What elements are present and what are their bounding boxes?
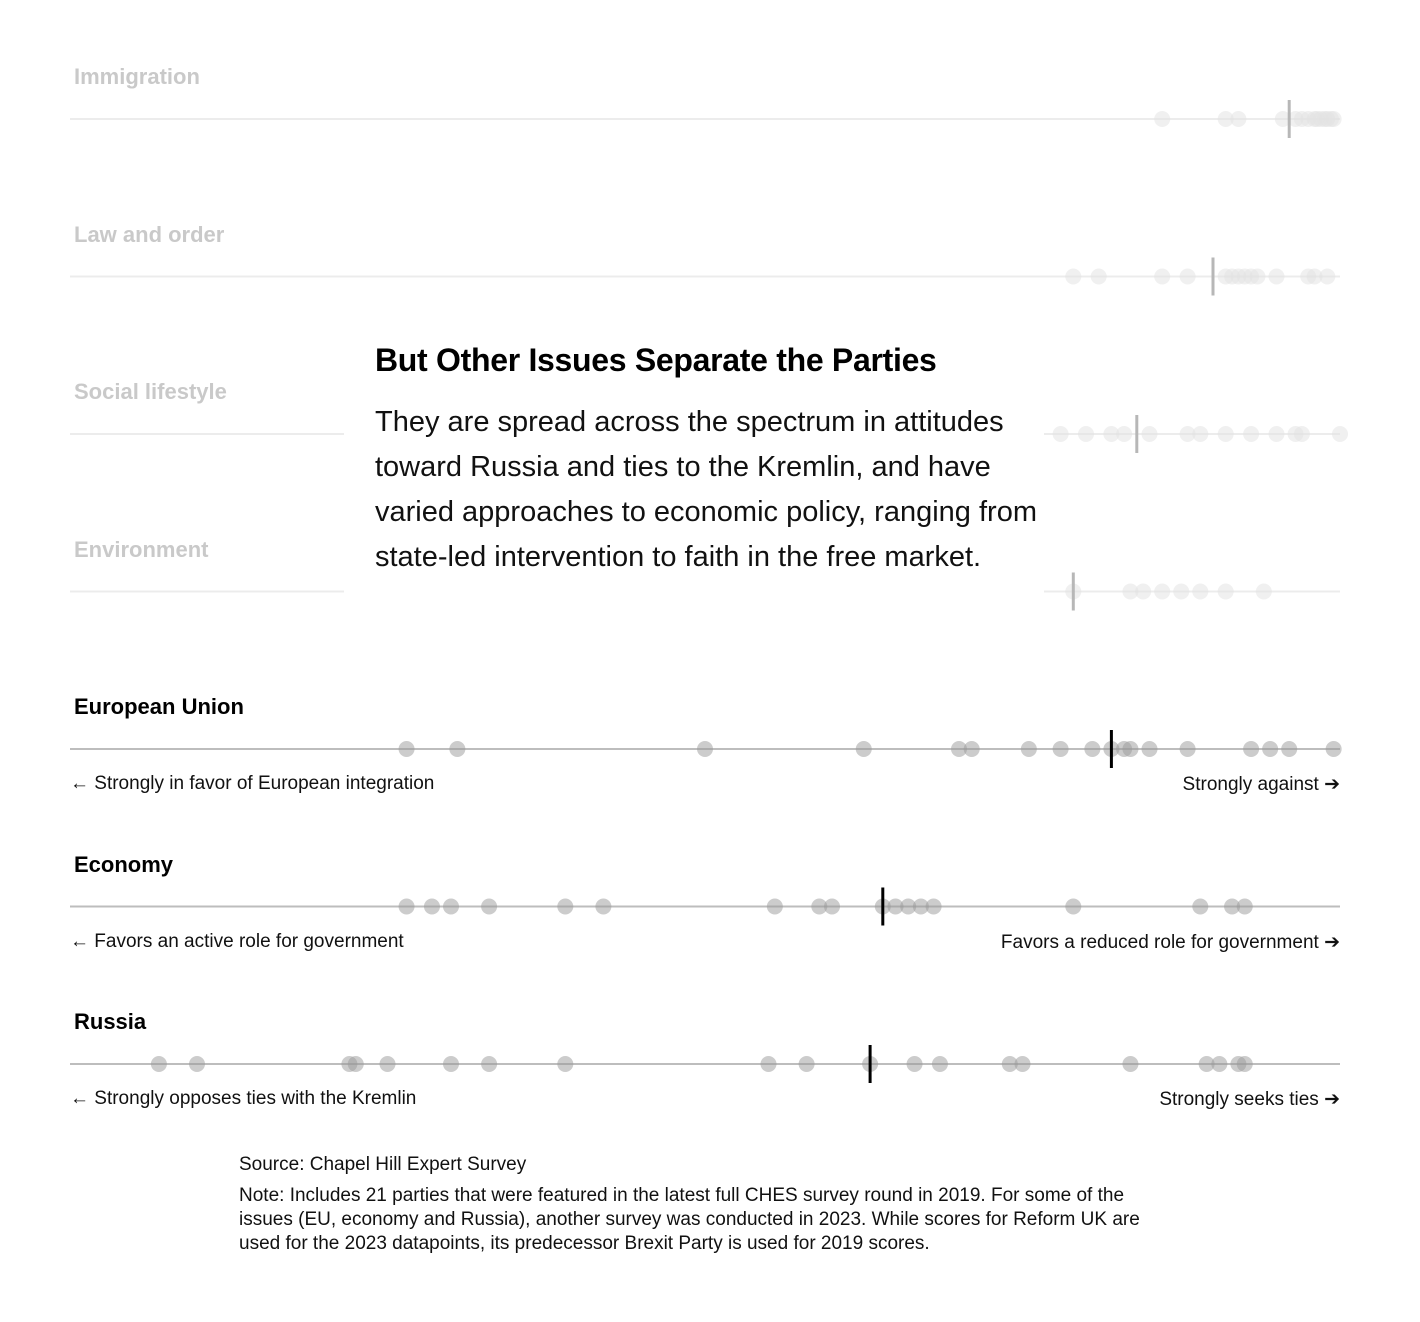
party-dot	[1154, 584, 1170, 600]
row-law_and_order	[70, 258, 1340, 296]
party-dot	[1053, 741, 1069, 757]
party-dot	[1015, 1056, 1031, 1072]
party-dot	[1237, 899, 1253, 915]
party-dot	[1122, 1056, 1138, 1072]
right-end-label-russia: Strongly seeks ties ➔	[1159, 1089, 1340, 1110]
party-dot	[1180, 269, 1196, 285]
party-dot	[1326, 111, 1342, 127]
party-dot	[1065, 269, 1081, 285]
party-dot	[1142, 426, 1158, 442]
party-dot	[1269, 426, 1285, 442]
party-dot	[1281, 741, 1297, 757]
party-dot	[1142, 741, 1158, 757]
row-russia	[70, 1045, 1340, 1083]
party-dot	[1154, 111, 1170, 127]
party-dot	[1218, 426, 1234, 442]
footnote: Note: Includes 21 parties that were featured in the latest full CHES survey round in 2019. For some of the issues (EU, economy and Russia), another survey was conducted in 2023. While scores for Reform UK are used for the 2023 datapoints, its predecessor Brexit Party is used for 2019 scores.	[239, 1185, 1140, 1254]
party-dot	[761, 1056, 777, 1072]
row-label-immigration: Immigration	[74, 64, 200, 89]
headline: But Other Issues Separate the Parties	[375, 342, 937, 378]
party-dot	[1294, 426, 1310, 442]
row-label-environment: Environment	[74, 536, 209, 562]
party-dot	[964, 741, 980, 757]
party-dot	[1249, 269, 1265, 285]
party-dot	[189, 1056, 205, 1072]
party-dot	[1173, 584, 1189, 600]
left-end-label-russia: ← Strongly opposes ties with the Kremlin	[70, 1088, 417, 1109]
party-dot	[1091, 269, 1107, 285]
party-dot	[1122, 741, 1138, 757]
party-dot	[1243, 426, 1259, 442]
source-note: Source: Chapel Hill Expert Survey	[239, 1154, 527, 1175]
party-dot	[449, 741, 465, 757]
party-dot	[399, 899, 415, 915]
party-dot	[151, 1056, 167, 1072]
party-dot	[1243, 741, 1259, 757]
party-dot	[1053, 426, 1069, 442]
party-dot	[1192, 584, 1208, 600]
party-dot	[1332, 426, 1348, 442]
row-label-economy: Economy	[74, 851, 174, 877]
party-dot	[767, 899, 783, 915]
party-dot	[932, 1056, 948, 1072]
dek-text: They are spread across the spectrum in attitudes toward Russia and ties to the Kremlin, and have varied approaches to economic policy, ranging from state-led intervention to faith in the free market.	[375, 406, 1037, 573]
party-dot	[557, 1056, 573, 1072]
party-dot	[1256, 584, 1272, 600]
party-dot	[1084, 741, 1100, 757]
party-dot	[1135, 584, 1151, 600]
party-dot	[907, 1056, 923, 1072]
party-dot	[380, 1056, 396, 1072]
party-dot	[1269, 269, 1285, 285]
row-immigration	[70, 100, 1342, 138]
left-end-label-european_union: ← Strongly in favor of European integration	[70, 773, 435, 794]
left-end-label-economy: ← Favors an active role for government	[70, 930, 404, 952]
right-end-label-economy: Favors a reduced role for government ➔	[1000, 931, 1340, 953]
row-label-social_lifestyle: Social lifestyle	[74, 379, 227, 404]
party-dot	[1154, 269, 1170, 285]
party-dot	[595, 899, 611, 915]
party-dot	[1262, 741, 1278, 757]
party-dot	[1078, 426, 1094, 442]
right-end-label-european_union: Strongly against ➔	[1182, 774, 1340, 795]
party-dot	[481, 1056, 497, 1072]
party-dot	[399, 741, 415, 757]
party-dot	[1218, 584, 1234, 600]
party-dot	[926, 899, 942, 915]
row-label-law_and_order: Law and order	[74, 221, 225, 247]
party-dot	[443, 1056, 459, 1072]
party-dot	[348, 1056, 364, 1072]
party-dot	[1230, 111, 1246, 127]
party-dot	[481, 899, 497, 915]
party-dot	[1326, 741, 1342, 757]
party-dot	[1065, 899, 1081, 915]
party-dot	[799, 1056, 815, 1072]
party-dot	[443, 899, 459, 915]
row-economy	[70, 888, 1340, 926]
row-european_union	[70, 730, 1342, 768]
party-dot	[1116, 426, 1132, 442]
party-dot	[557, 899, 573, 915]
party-dot	[697, 741, 713, 757]
party-dot	[1021, 741, 1037, 757]
party-dot	[424, 899, 440, 915]
row-label-european_union: European Union	[74, 694, 244, 719]
party-dot	[1192, 899, 1208, 915]
party-dot	[1319, 269, 1335, 285]
party-dot	[1237, 1056, 1253, 1072]
party-dot	[1180, 741, 1196, 757]
row-label-russia: Russia	[74, 1009, 147, 1034]
party-dot	[1211, 1056, 1227, 1072]
party-dot	[856, 741, 872, 757]
party-dot	[1192, 426, 1208, 442]
party-dot	[824, 899, 840, 915]
